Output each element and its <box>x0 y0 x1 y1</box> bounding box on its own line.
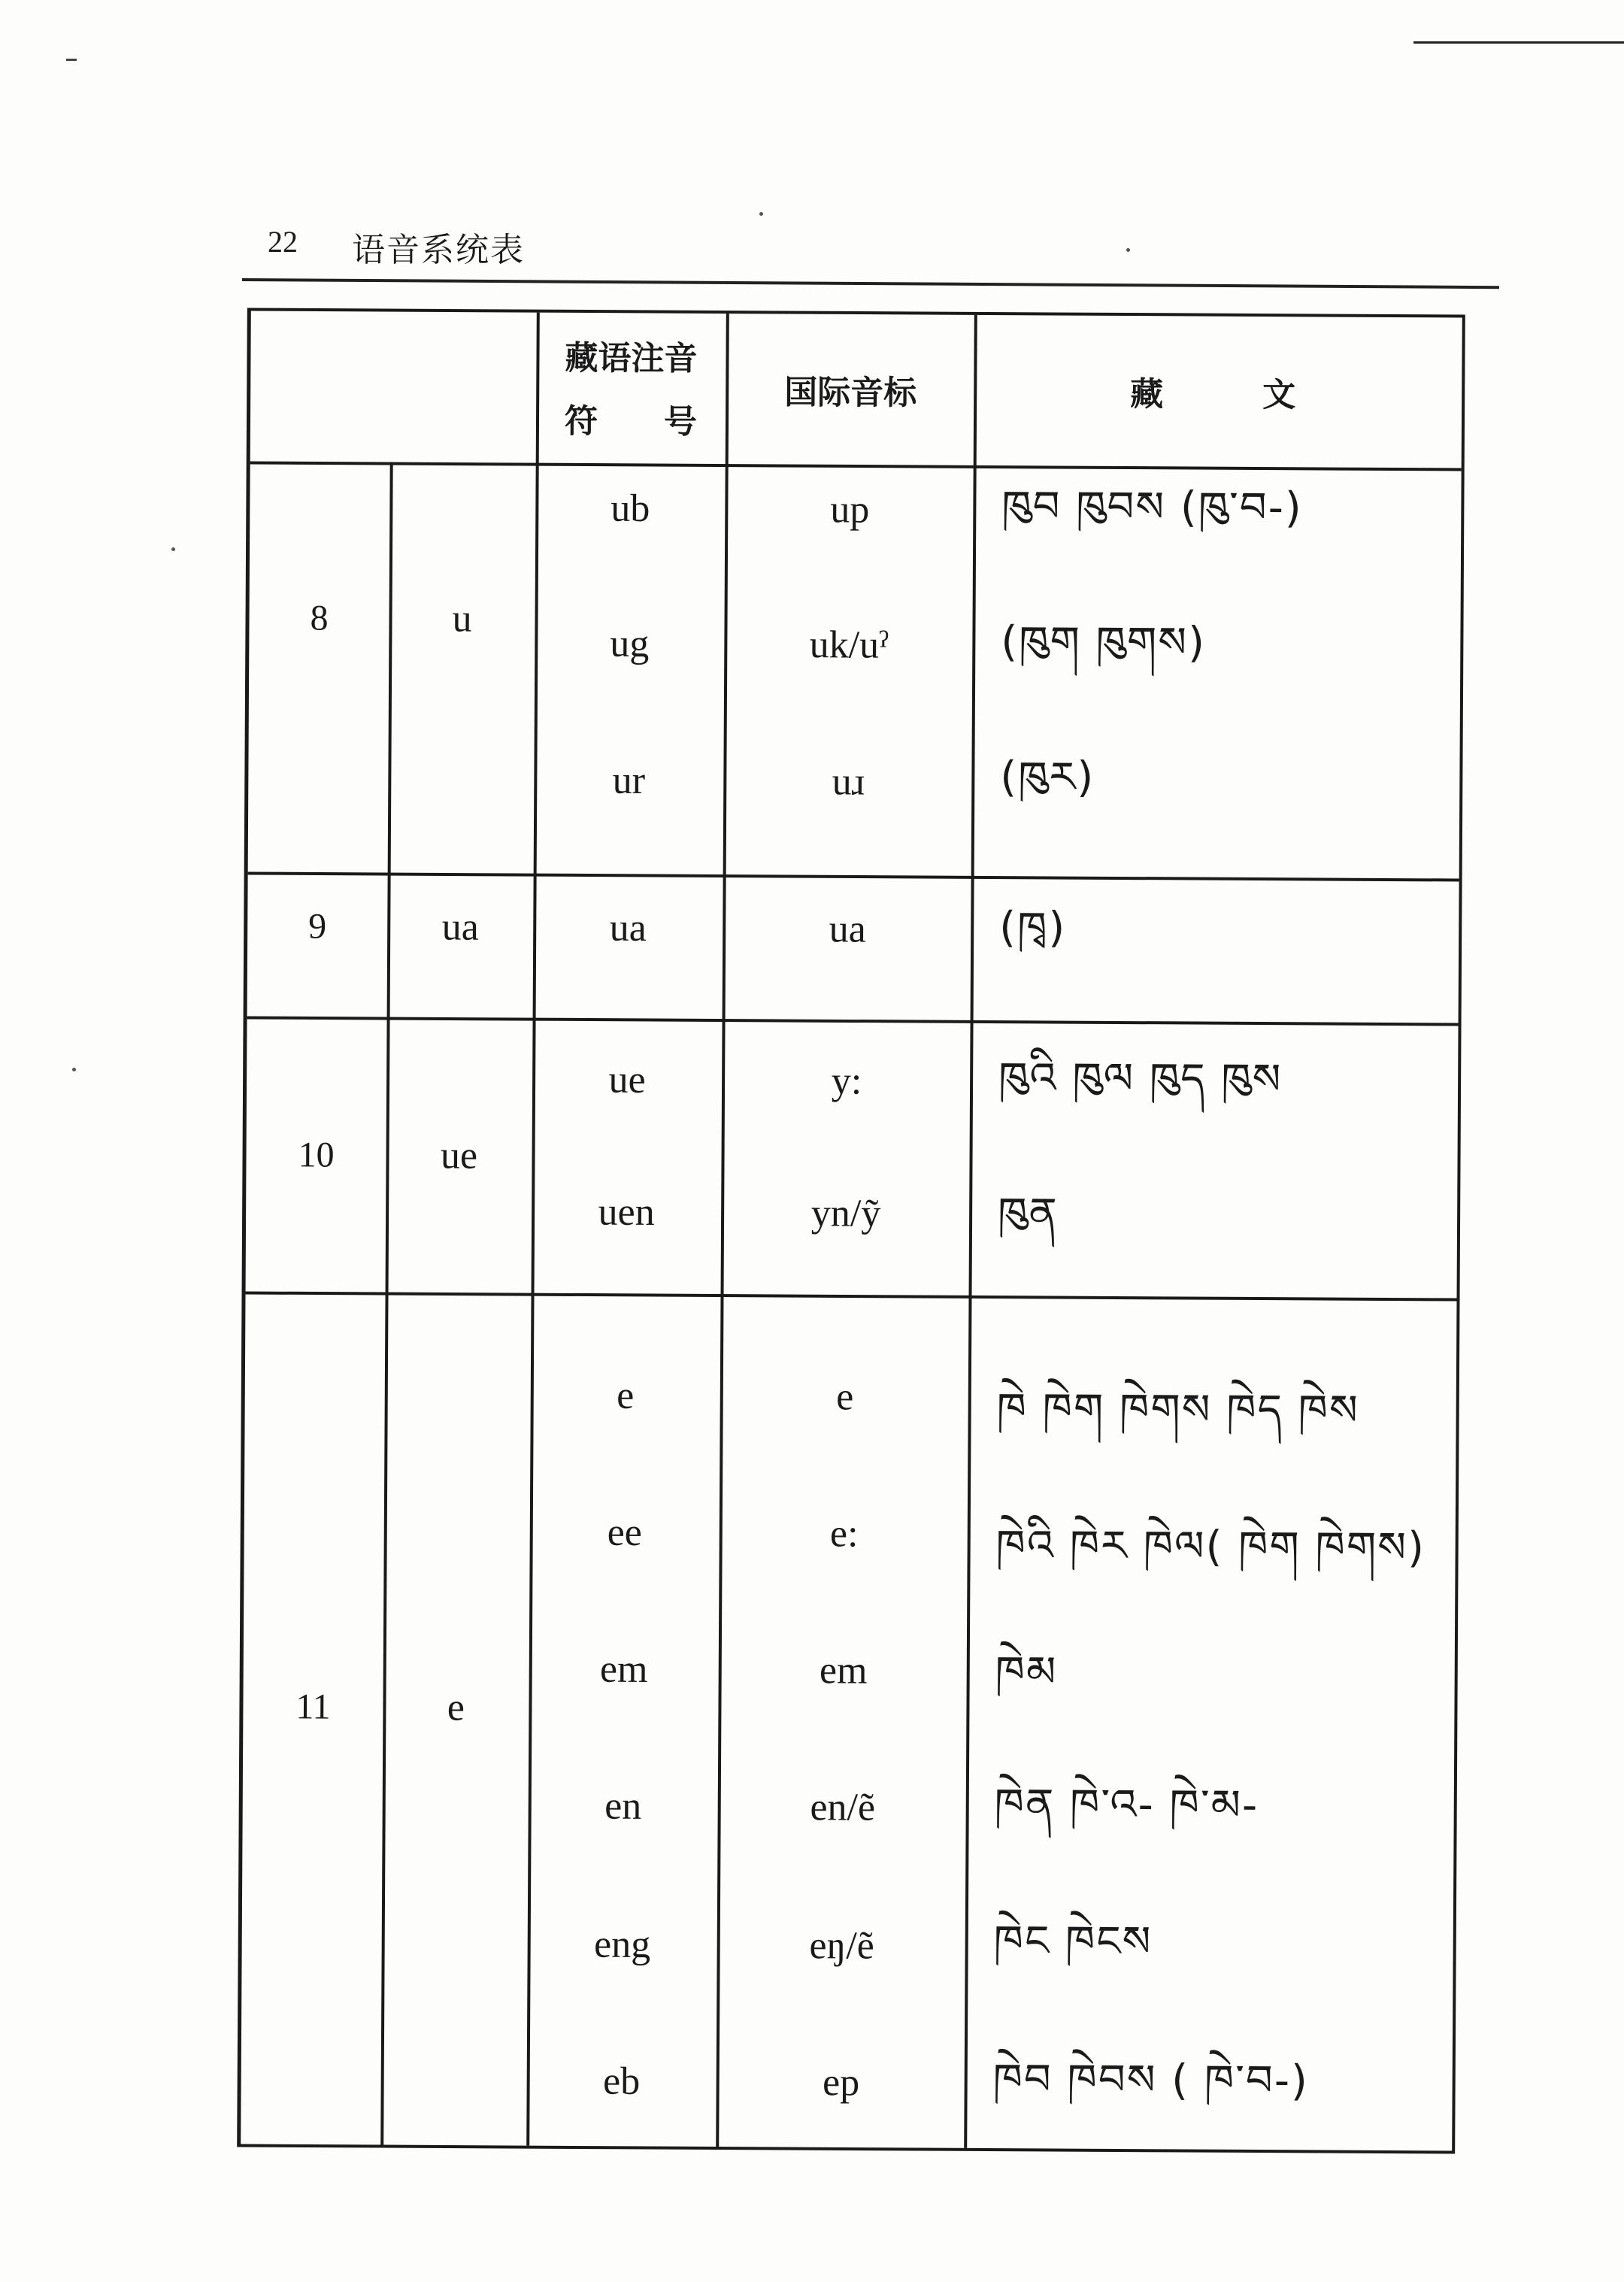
header-tibetan-script: 藏 文 <box>1130 375 1296 415</box>
scan-edge-line <box>1413 41 1624 44</box>
vowel-label: u <box>452 597 472 641</box>
ipa-value: en/ẽ <box>810 1786 876 1829</box>
scan-speck <box>759 212 763 216</box>
ipa-value: up <box>830 488 870 532</box>
row-number: 9 <box>308 906 327 947</box>
ipa-value: yn/ỹ <box>810 1192 881 1235</box>
row-divider <box>246 1292 1457 1302</box>
column-divider <box>526 313 540 2146</box>
row-number: 10 <box>298 1135 335 1175</box>
scan-speck <box>171 547 175 551</box>
ipa-value: e <box>836 1375 854 1419</box>
header-tibetan-phonetic-line1: 藏语注音 <box>565 338 698 378</box>
row-number: 8 <box>310 598 329 638</box>
tibetan-text: (ཁུར) <box>1000 753 1095 802</box>
ipa-value: y: <box>831 1059 862 1103</box>
phonetic-symbol: e <box>617 1374 635 1417</box>
tibetan-text: ཁེབ ཁེབས ( ཁེ་བ-) <box>992 2055 1310 2106</box>
phonetic-symbol: em <box>599 1647 648 1691</box>
row-number: 11 <box>295 1686 331 1727</box>
scan-speck <box>1126 248 1130 252</box>
ipa-value: em <box>819 1649 868 1693</box>
ipa-value: eŋ/ẽ <box>809 1924 875 1968</box>
phonetic-symbol: eng <box>593 1923 651 1967</box>
tibetan-text: ཁུན <box>997 1189 1059 1238</box>
vowel-label: ua <box>441 905 479 949</box>
phonetic-symbol: ua <box>609 906 647 950</box>
ipa-value: ua <box>829 908 866 951</box>
vowel-label: ue <box>440 1134 478 1177</box>
tibetan-text: ཁེན ཁེ་འ- ཁེ་མ- <box>994 1780 1259 1831</box>
tibetan-text: ཁུའི ཁུལ ཁུད ཁུས <box>998 1053 1283 1105</box>
tibetan-text: (ཁུག ཁུགས) <box>1001 617 1207 668</box>
tibetan-text: ཁེའི ཁེར ཁེལ( ཁེག ཁེགས) <box>995 1521 1426 1573</box>
tibetan-text: ཁེམ <box>995 1647 1058 1697</box>
phonetic-symbol: ue <box>608 1058 646 1102</box>
phonetic-symbol: ee <box>607 1511 642 1554</box>
page-number: 22 <box>268 225 298 259</box>
column-divider <box>964 315 977 2148</box>
running-title: 语音系统表 <box>352 231 525 269</box>
tibetan-text: ཁུབ ཁུབས (ཁུ་བ-) <box>1001 482 1303 533</box>
phonetic-table <box>237 308 1465 2153</box>
phonetic-symbol: uen <box>598 1190 655 1235</box>
ipa-value: ep <box>822 2061 860 2105</box>
phonetic-symbol: eb <box>602 2059 641 2103</box>
phonetic-symbol: ub <box>611 486 650 530</box>
ipa-value: uɹ <box>832 760 865 804</box>
vowel-label: e <box>447 1686 465 1729</box>
header-tibetan-phonetic-line2: 符 号 <box>564 402 698 441</box>
scan-speck <box>72 1068 76 1071</box>
column-divider <box>716 314 729 2147</box>
ipa-value: uk/uˀ <box>809 623 889 667</box>
phonetic-symbol: ug <box>610 622 650 665</box>
phonetic-symbol: en <box>604 1784 642 1828</box>
header-rule <box>242 278 1499 289</box>
phonetic-symbol: ur <box>612 759 646 802</box>
tibetan-text: ཁེ ཁེག ཁེགས ཁེད ཁེས <box>996 1384 1359 1435</box>
scan-mark <box>66 59 77 61</box>
ipa-value: e: <box>829 1512 859 1556</box>
row-divider <box>248 872 1459 882</box>
header-ipa: 国际音标 <box>784 373 917 413</box>
tibetan-text: ཁེང ཁེངས <box>993 1917 1153 1967</box>
row-divider <box>247 1017 1459 1026</box>
tibetan-text: (ཁྭ) <box>999 903 1067 953</box>
column-divider <box>380 462 392 2145</box>
